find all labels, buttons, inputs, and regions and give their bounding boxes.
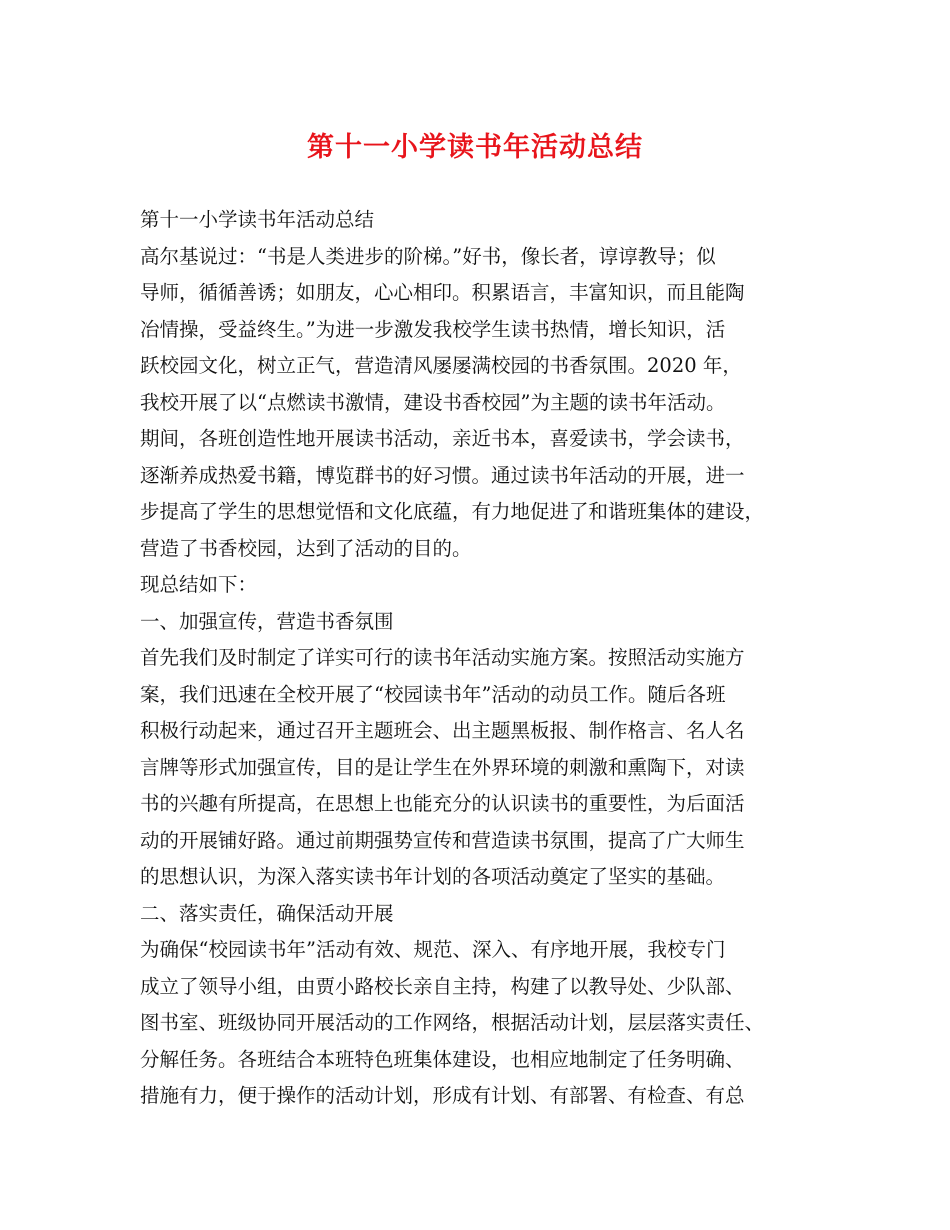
body-line: 步提高了学生的思想觉悟和文化底蕴，有力地促进了和谐班集体的建设， [140, 500, 765, 523]
body-line: 高尔基说过：“书是人类进步的阶梯。”好书，像长者，谆谆教导；似 [140, 244, 716, 268]
document-body [140, 202, 830, 1115]
body-line: 案，我们迅速在全校开展了“校园读书年”活动的动员工作。随后各班 [140, 682, 726, 706]
body-line: 现总结如下： [140, 573, 258, 596]
body-line: 的思想认识，为深入落实读书年计划的各项活动奠定了坚实的基础。 [140, 865, 726, 888]
body-line: 我校开展了以“点燃读书激情，建设书香校园”为主题的读书年活动。 [140, 390, 726, 414]
body-line: 积极行动起来，通过召开主题班会、出主题黑板报、制作格言、名人名 [140, 719, 745, 742]
body-line: 动的开展铺好路。通过前期强势宣传和营造读书氛围，提高了广大师生 [140, 828, 745, 852]
body-line: 为确保“校园读书年”活动有效、规范、深入、有序地开展，我校专门 [140, 938, 726, 961]
body-line: 分解任务。各班结合本班特色班集体建设，也相应地制定了任务明确、 [140, 1047, 745, 1071]
body-line: 成立了领导小组，由贾小路校长亲自主持，构建了以教导处、少队部、 [140, 974, 745, 998]
body-line: 书的兴趣有所提高，在思想上也能充分的认识读书的重要性，为后面活 [140, 792, 745, 815]
body-line: 第十一小学读书年活动总结 [140, 208, 375, 231]
body-line: 言牌等形式加强宣传，目的是让学生在外界环境的刺激和熏陶下，对读 [140, 755, 745, 779]
body-line: 跃校园文化，树立正气，营造清风屡屡满校园的书香氛围。2020 年， [140, 354, 742, 377]
body-line: 措施有力，便于操作的活动计划，形成有计划、有部署、有检查、有总 [140, 1084, 745, 1107]
section-heading: 二、落实责任，确保活动开展 [140, 901, 394, 925]
body-line: 首先我们及时制定了详实可行的读书年活动实施方案。按照活动实施方 [140, 646, 745, 669]
body-line: 期间，各班创造性地开展读书活动，亲近书本，喜爱读书，学会读书， [140, 427, 745, 450]
section-heading: 一、加强宣传，营造书香氛围 [140, 609, 394, 633]
body-line: 导师，循循善诱；如朋友，心心相印。积累语言，丰富知识，而且能陶 [140, 281, 745, 304]
document-title: 第十一小学读书年活动总结 [307, 132, 643, 163]
body-line: 冶情操，受益终生。”为进一步激发我校学生读书热情，增长知识，活 [140, 317, 726, 341]
body-line: 图书室、班级协同开展活动的工作网络，根据活动计划，层层落实责任、 [140, 1011, 765, 1034]
body-line: 营造了书香校园，达到了活动的目的。 [140, 536, 472, 560]
body-line: 逐渐养成热爱书籍，博览群书的好习惯。通过读书年活动的开展，进一 [140, 463, 745, 487]
